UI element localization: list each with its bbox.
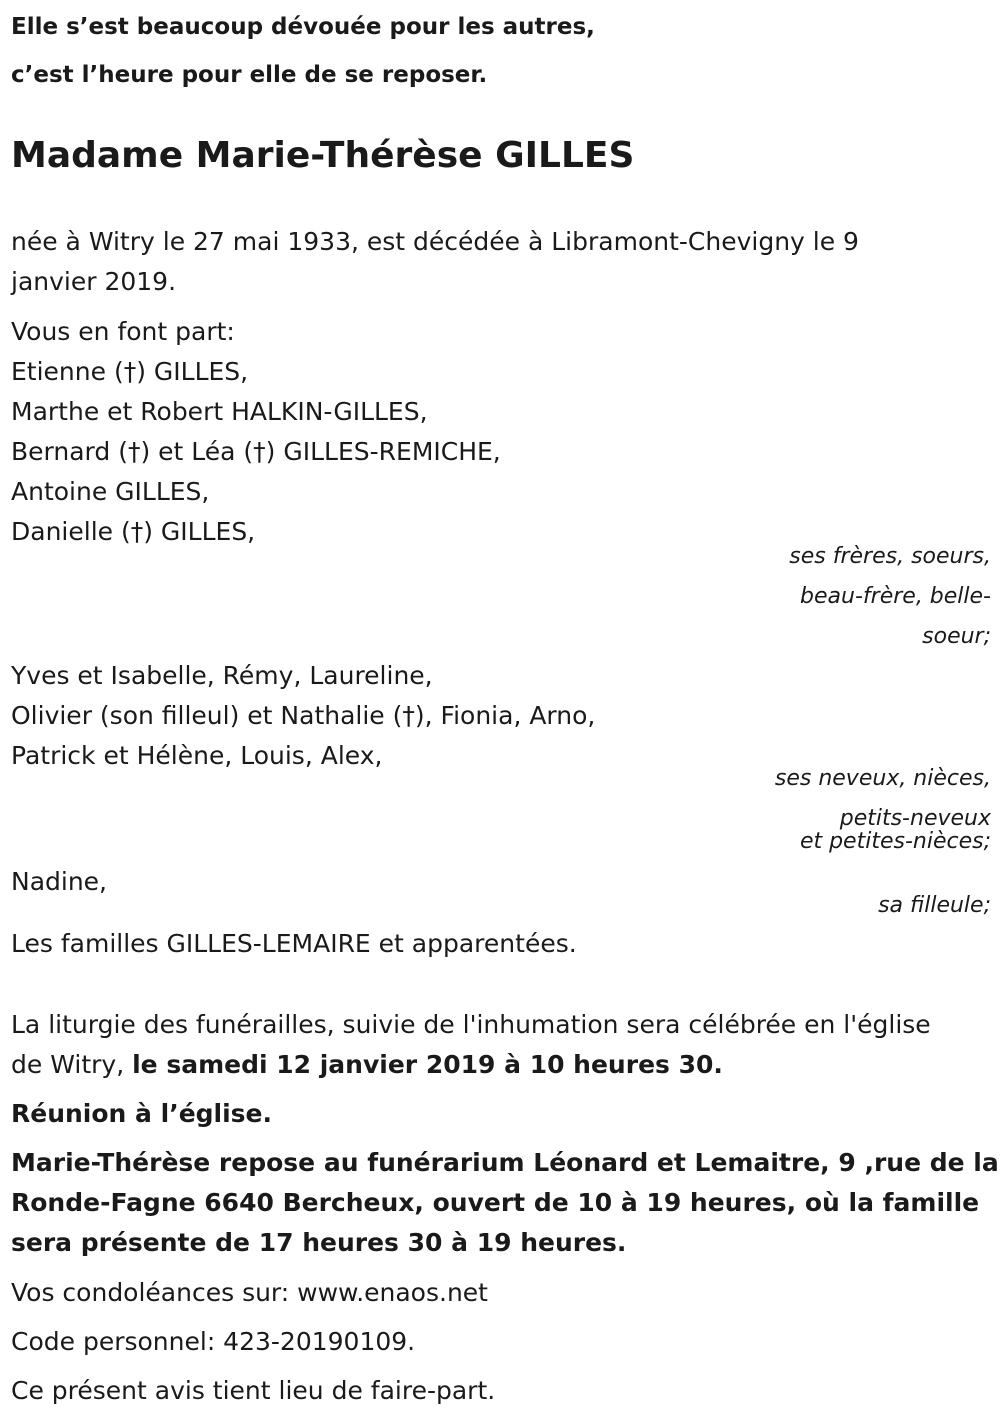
meeting-line: Réunion à l’église. xyxy=(11,1099,273,1128)
nephew-line-2: Olivier (son filleul) et Nathalie (†), Fionia, Arno, xyxy=(11,701,596,730)
quote-line-1: Elle s’est beaucoup dévouée pour les autres, xyxy=(11,14,595,40)
sibling-2: Marthe et Robert HALKIN-GILLES, xyxy=(11,397,428,426)
deceased-name: Madame Marie-Thérèse GILLES xyxy=(11,135,635,176)
notice-line: Ce présent avis tient lieu de faire-part. xyxy=(11,1376,496,1405)
sibling-5: Danielle (†) GILLES, xyxy=(11,517,256,546)
nephews-role-2: petits-neveux xyxy=(839,806,991,831)
ceremony-datetime: le samedi 12 janvier 2019 à 10 heures 30. xyxy=(132,1050,723,1079)
sibling-4: Antoine GILLES, xyxy=(11,477,210,506)
personal-code: Code personnel: 423-20190109. xyxy=(11,1327,416,1356)
sibling-3: Bernard (†) et Léa (†) GILLES-REMICHE, xyxy=(11,437,501,466)
ceremony-line-1: La liturgie des funérailles, suivie de l'inhumation sera célébrée en l'église xyxy=(11,1010,931,1039)
nephews-role-1: ses neveux, nièces, xyxy=(774,766,991,791)
repose-line-1: Marie-Thérèse repose au funérarium Léonard et Lemaitre, 9 ,rue de la xyxy=(11,1148,999,1177)
families-line: Les familles GILLES-LEMAIRE et apparentées. xyxy=(11,929,577,958)
nephew-line-3: Patrick et Hélène, Louis, Alex, xyxy=(11,741,383,770)
siblings-role-2: beau-frère, belle- xyxy=(800,584,991,609)
condolences-line: Vos condoléances sur: www.enaos.net xyxy=(11,1278,488,1307)
quote-line-2: c’est l’heure pour elle de se reposer. xyxy=(11,62,488,88)
goddaughter-name: Nadine, xyxy=(11,867,108,896)
nephew-line-1: Yves et Isabelle, Rémy, Laureline, xyxy=(11,661,433,690)
birth-death-line-1: née à Witry le 27 mai 1933, est décédée à Libramont-Chevigny le 9 xyxy=(11,227,859,256)
birth-death-line-2: janvier 2019. xyxy=(11,267,177,296)
announcers-intro: Vous en font part: xyxy=(11,317,235,346)
siblings-role-1: ses frères, soeurs, xyxy=(789,544,991,569)
ceremony-place: de Witry, xyxy=(11,1050,133,1079)
sibling-1: Etienne (†) GILLES, xyxy=(11,357,249,386)
ceremony-line-2 xyxy=(11,1050,723,1080)
repose-line-3: sera présente de 17 heures 30 à 19 heures. xyxy=(11,1228,627,1257)
nephews-role-3: et petites-nièces; xyxy=(799,829,991,854)
goddaughter-role: sa filleule; xyxy=(878,893,991,918)
siblings-role-3: soeur; xyxy=(922,624,991,649)
repose-line-2: Ronde-Fagne 6640 Bercheux, ouvert de 10 à 19 heures, où la famille xyxy=(11,1188,980,1217)
